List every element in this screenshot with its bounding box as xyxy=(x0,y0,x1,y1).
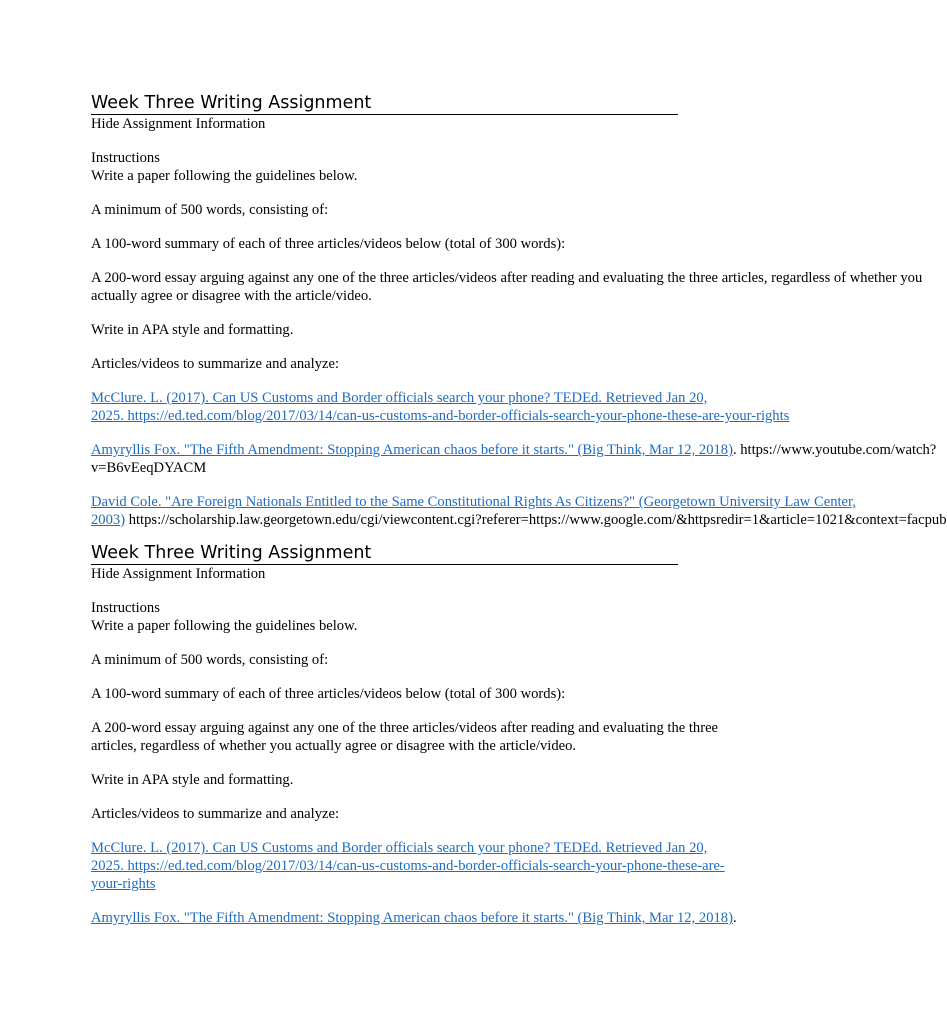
reference-2-b-link[interactable]: Amyryllis Fox. "The Fifth Amendment: Stopping American chaos before it starts." (Big Think, Mar 12, 2018) xyxy=(91,910,733,926)
apa-requirement: Write in APA style and formatting. xyxy=(91,322,294,338)
essay-requirement-line-1: A 200-word essay arguing against any one of the three articles/videos after reading and evaluating the three articles, regardless of whether you xyxy=(91,270,923,286)
reference-2-url-line-2: v=B6vEeqDYACM xyxy=(91,460,207,476)
reference-1-b-link-line-2[interactable]: 2025. https://ed.ted.com/blog/2017/03/14/can-us-customs-and-border-officials-search-your-phone-these-are- xyxy=(91,858,725,874)
page-title-2: Week Three Writing Assignment xyxy=(91,542,678,565)
reference-1-link-line-1[interactable]: McClure. L. (2017). Can US Customs and Border officials search your phone? TEDEd. Retrieved Jan 20, xyxy=(91,390,708,406)
reference-2 xyxy=(91,441,937,477)
page-title: Week Three Writing Assignment xyxy=(91,92,678,115)
assignment-section-2 xyxy=(91,542,768,927)
guidelines-text-2: Write a paper following the guidelines below. xyxy=(91,618,358,634)
reference-3-link-line-1[interactable]: David Cole. "Are Foreign Nationals Entitled to the Same Constitutional Rights As Citizens?" (Georgetown University Law Center, xyxy=(91,494,856,510)
hide-assignment-info-link-2[interactable]: Hide Assignment Information xyxy=(91,566,266,582)
summary-requirement: A 100-word summary of each of three articles/videos below (total of 300 words): xyxy=(91,236,566,252)
reference-1-b-link-line-3[interactable]: your-rights xyxy=(91,876,156,892)
essay-requirement-2-line-2: articles, regardless of whether you actually agree or disagree with the article/video. xyxy=(91,738,577,754)
reference-3-url: https://scholarship.law.georgetown.edu/cgi/viewcontent.cgi?referer=https://www.google.com/&httpsredir=1&article=1021&context=facpub xyxy=(125,512,947,528)
hide-assignment-info-link[interactable]: Hide Assignment Information xyxy=(91,116,266,132)
reference-1 xyxy=(91,389,790,425)
reference-2-b-period: . xyxy=(732,910,737,926)
reference-2-link[interactable]: Amyryllis Fox. "The Fifth Amendment: Stopping American chaos before it starts." (Big Think, Mar 12, 2018) xyxy=(91,442,733,458)
minimum-words-text-2: A minimum of 500 words, consisting of: xyxy=(91,652,329,668)
essay-requirement-2-line-1: A 200-word essay arguing against any one of the three articles/videos after reading and evaluating the three xyxy=(91,720,719,736)
summary-requirement-2: A 100-word summary of each of three articles/videos below (total of 300 words): xyxy=(91,686,566,702)
essay-requirement-line-2: actually agree or disagree with the article/video. xyxy=(91,288,372,304)
articles-intro-2: Articles/videos to summarize and analyze: xyxy=(91,806,340,822)
reference-2-url: . https://www.youtube.com/watch? xyxy=(732,442,937,458)
reference-3 xyxy=(91,493,947,529)
reference-2-b xyxy=(91,909,768,927)
assignment-section-1 xyxy=(91,92,947,529)
reference-1-b xyxy=(91,839,768,893)
apa-requirement-2: Write in APA style and formatting. xyxy=(91,772,294,788)
instructions-label-2: Instructions xyxy=(91,600,160,616)
articles-intro: Articles/videos to summarize and analyze: xyxy=(91,356,340,372)
minimum-words-text: A minimum of 500 words, consisting of: xyxy=(91,202,329,218)
reference-1-b-link-line-1[interactable]: McClure. L. (2017). Can US Customs and Border officials search your phone? TEDEd. Retrieved Jan 20, xyxy=(91,840,708,856)
instructions-label: Instructions xyxy=(91,150,160,166)
guidelines-text: Write a paper following the guidelines below. xyxy=(91,168,358,184)
reference-3-link-line-2[interactable]: 2003) xyxy=(91,512,126,528)
reference-1-link-line-2[interactable]: 2025. https://ed.ted.com/blog/2017/03/14/can-us-customs-and-border-officials-search-your-phone-these-are-your-rights xyxy=(91,408,790,424)
